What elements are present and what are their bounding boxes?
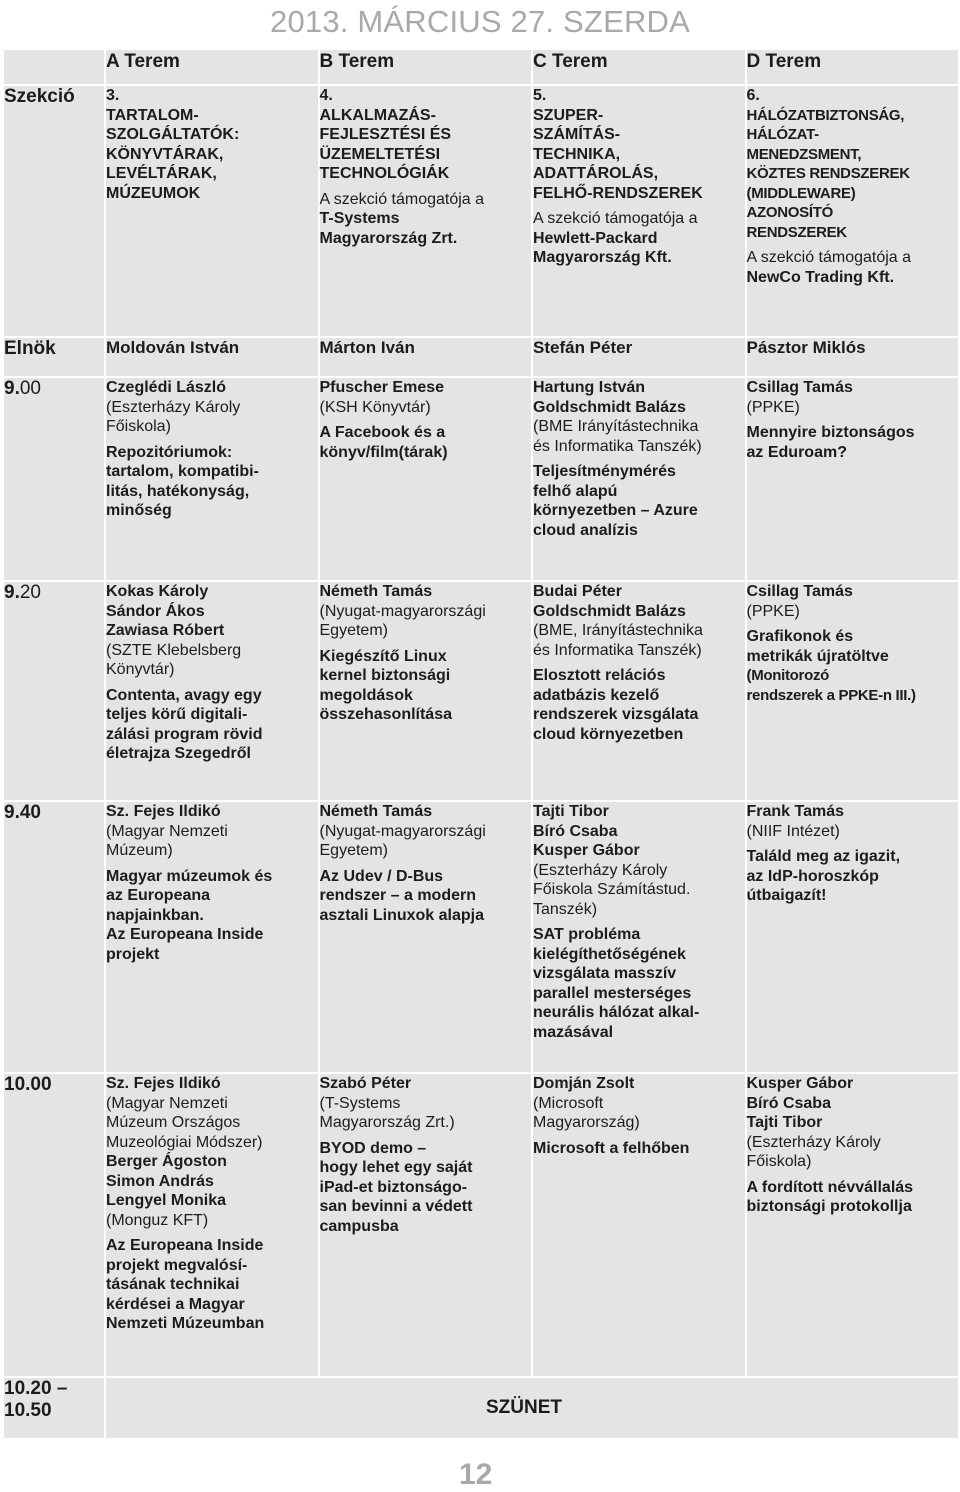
room-a: A Terem [105,49,319,85]
speaker-name: Bíró Csaba [533,822,618,840]
section-title-line: SZUPER- [533,106,604,124]
speaker-affiliation: Múzeum Országos [106,1114,241,1131]
talk-title-line: BYOD demo – [319,1139,427,1157]
speaker-name: Pfuscher Emese [319,379,445,396]
section-a [105,85,319,337]
talk-cell [746,377,960,581]
slot-time [3,581,105,801]
talk-title-line: Teljesítménymérés [533,463,676,480]
speaker-affiliation: (Nyugat-magyarországi [319,602,486,620]
talk-title-line: Microsoft a felhőben [533,1139,690,1157]
speaker-affiliation: (Microsoft [533,1094,604,1112]
slot-row-1000 [3,1073,959,1377]
speaker-affiliation: (PPKE) [746,398,800,416]
speaker-affiliation: Tanszék) [533,900,598,918]
section-title-line: ALKALMAZÁS- [319,106,436,124]
speaker-name: Goldschmidt Balázs [533,398,686,416]
section-title-line: HÁLÓZAT- [746,126,819,143]
talk-title-line: az IdP-horoszkóp [746,867,879,885]
speaker-name: Domján Zsolt [533,1075,635,1092]
section-b [319,85,533,337]
speaker-affiliation: (Magyar Nemzeti [106,822,228,840]
section-title-line: ÜZEMELTETÉSI [319,145,441,163]
speaker-name: Sz. Fejes Ildikó [106,1075,221,1092]
speaker-affiliation: (KSH Könyvtár) [319,398,431,416]
talk-title-line: teljes körű digitali- [106,706,248,723]
speaker-name: Csillag Tamás [746,583,853,600]
slot-row-0920 [3,581,959,801]
talk-title-line: kernel biztonsági [319,667,451,684]
speaker-affiliation: Muzeológiai Módszer) [106,1133,263,1151]
speaker-affiliation: (T-Systems [319,1094,401,1112]
speaker-affiliation: (Nyugat-magyarországi [319,822,486,840]
speaker-name: Goldschmidt Balázs [533,602,686,620]
speaker-affiliation: (Magyar Nemzeti [106,1094,228,1112]
talk-title-line: környezetben – Azure [533,502,698,519]
speaker-name: Frank Tamás [746,803,845,820]
talk-cell [746,581,960,801]
talk-title-line: megoldások [319,686,413,704]
schedule-table [2,48,960,1440]
talk-cell [105,377,319,581]
talk-title-line: parallel mesterséges [533,984,692,1002]
speaker-affiliation: Főiskola) [106,418,171,435]
talk-cell [319,377,533,581]
talk-title-line: Nemzeti Múzeumban [106,1315,265,1332]
talk-title-line: cloud analízis [533,521,638,539]
talk-title-note: (Monitorozó [746,667,830,684]
room-c: C Terem [532,49,746,85]
section-title-line: HÁLÓZATBIZTONSÁG, [746,106,905,124]
talk-cell [532,1073,746,1377]
talk-title-line: zálási program rövid [106,725,263,743]
talk-title-line: adatbázis kezelő [533,686,660,704]
speaker-name: Németh Tamás [319,803,433,820]
speaker-affiliation: (BME Irányítástechnika [533,418,699,435]
speaker-name: Kusper Gábor [533,842,640,859]
speaker-name: Tajti Tibor [746,1114,823,1131]
slot-time-main: 10.00 [4,1074,52,1095]
talk-title-line: Az Udev / D-Bus [319,867,444,885]
talk-title-line: minőség [106,502,172,519]
talk-cell [532,377,746,581]
break-time [3,1377,105,1439]
talk-title-line: rendszerek vizsgálata [533,706,699,723]
speaker-name: Sándor Ákos [106,602,205,620]
talk-title-line: biztonsági protokollja [746,1198,912,1215]
talk-title-line: Mennyire biztonságos [746,424,915,441]
speaker-name: Csillag Tamás [746,379,853,396]
slot-time [3,1073,105,1377]
speaker-affiliation: és Informatika Tanszék) [533,437,702,455]
talk-title-line: Grafikonok és [746,628,854,645]
speaker-affiliation: és Informatika Tanszék) [533,641,702,659]
talk-cell [532,801,746,1073]
talk-title-line: mazásával [533,1023,614,1041]
talk-title-line: Magyar múzeumok és [106,867,273,885]
talk-title-line: Repozitóriumok: [106,443,233,461]
talk-cell [105,801,319,1073]
corner-cell [3,49,105,85]
speaker-name: Budai Péter [533,583,622,600]
talk-title-line: projekt megvalósí- [106,1256,248,1274]
speaker-name: Kusper Gábor [746,1075,854,1092]
section-title-line: KÖZTES RENDSZEREK [746,165,910,182]
section-title-line: ADATTÁROLÁS, [533,165,659,182]
talk-title-line: metrikák újratöltve [746,647,889,665]
talk-cell [746,1073,960,1377]
speaker-name: Berger Ágoston [106,1153,227,1170]
chair-d: Pásztor Miklós [746,337,960,377]
break-row [3,1377,959,1439]
section-title-line: AZONOSÍTÓ [746,204,833,221]
talk-cell [105,581,319,801]
talk-title-line: san bevinni a védett [319,1198,473,1215]
section-label: Szekció [3,85,105,337]
section-number: 6. [746,87,760,104]
talk-title-line: Contenta, avagy egy [106,686,262,704]
break-time-start: 10.20 – [4,1378,68,1399]
chair-c: Stefán Péter [532,337,746,377]
section-number: 4. [319,87,333,104]
section-title-line: RENDSZEREK [746,223,847,241]
section-title-line: LEVÉLTÁRAK, [106,165,217,182]
section-title-line: FELHŐ-RENDSZEREK [533,184,703,202]
talk-title-line: életrajza Szegedről [106,745,251,762]
talk-cell [319,1073,533,1377]
break-label: SZÜNET [486,1397,562,1418]
speaker-affiliation: Könyvtár) [106,661,175,678]
room-b: B Terem [319,49,533,85]
speaker-name: Sz. Fejes Ildikó [106,803,221,820]
section-title-line: TARTALOM- [106,106,199,124]
section-title-line: KÖNYVTÁRAK, [106,145,224,163]
chair-row [3,337,959,377]
section-c [532,85,746,337]
talk-title-line: A Facebook és a [319,424,446,441]
speaker-affiliation: (NIIF Intézet) [746,822,840,840]
speaker-name: Bíró Csaba [746,1094,831,1112]
speaker-affiliation: (Eszterházy Károly [106,398,241,416]
talk-title-line: Az Europeana Inside [106,926,264,943]
chair-b: Márton Iván [319,337,533,377]
section-title-line: TECHNIKA, [533,145,621,163]
room-header-row [3,49,959,85]
talk-title-line: A fordított névvállalás [746,1178,914,1196]
talk-title-line: Találd meg az igazit, [746,848,901,865]
speaker-name: Zawiasa Róbert [106,622,225,639]
talk-title-line: Elosztott relációs [533,667,666,684]
break-cell [105,1377,959,1439]
sponsor-intro: A szekció támogatója a [319,190,485,208]
speaker-affiliation: (Eszterházy Károly [533,861,668,879]
talk-title-line: könyv/film(tárak) [319,443,448,461]
speaker-affiliation: (Eszterházy Károly [746,1133,881,1151]
talk-title-line: útbaigazít! [746,887,827,904]
slot-row-0900 [3,377,959,581]
speaker-name: Hartung István [533,379,646,396]
talk-title-line: napjainkban. [106,906,204,924]
talk-title-line: összehasonlítása [319,706,452,723]
talk-title-line: campusba [319,1217,399,1235]
slot-time-main: 9.40 [4,802,41,823]
speaker-name: Szabó Péter [319,1075,412,1092]
slot-row-0940 [3,801,959,1073]
slot-time [3,801,105,1073]
talk-title-line: asztali Linuxok alapja [319,906,484,924]
speaker-affiliation: (Monguz KFT) [106,1211,209,1229]
talk-cell [319,801,533,1073]
talk-title-line: kérdései a Magyar [106,1295,245,1313]
section-title-line: SZÁMÍTÁS- [533,126,621,143]
section-title-line: (MIDDLEWARE) [746,184,856,202]
speaker-affiliation: (BME, Irányítástechnika [533,622,703,639]
section-title-line: FEJLESZTÉSI ÉS [319,126,452,143]
speaker-name: Kokas Károly [106,583,209,600]
section-number: 5. [533,87,547,104]
chair-label: Elnök [3,337,105,377]
sponsor-name: Hewlett-Packard [533,229,658,247]
sponsor-name: Magyarország Kft. [533,249,672,266]
speaker-name: Czeglédi László [106,379,227,396]
section-d [746,85,960,337]
sponsor-intro: A szekció támogatója a [746,249,912,266]
section-title-line: MENEDZSMENT, [746,145,862,163]
sponsor-name: NewCo Trading Kft. [746,268,895,286]
speaker-affiliation: Főiskola) [746,1153,812,1170]
slot-time-fraction: 20 [19,582,41,603]
section-title-line: TECHNOLÓGIÁK [319,165,450,182]
section-title-line: MÚZEUMOK [106,184,201,202]
talk-title-line: projekt [106,945,160,963]
page-title: 2013. MÁRCIUS 27. SZERDA [270,4,691,39]
talk-title-line: Kiegészítő Linux [319,647,447,665]
room-d: D Terem [746,49,960,85]
talk-title-line: iPad-et biztonságo- [319,1178,468,1196]
talk-title-line: SAT probléma [533,926,641,943]
speaker-affiliation: (PPKE) [746,602,800,620]
talk-title-line: az Eduroam? [746,443,847,461]
talk-cell [319,581,533,801]
talk-title-line: litás, hatékonyság, [106,482,250,500]
slot-time-main: 9. [4,582,20,603]
slot-time-main: 9. [4,378,20,399]
section-row [3,85,959,337]
sponsor-intro: A szekció támogatója a [533,210,698,227]
talk-title-note: rendszerek a PPKE-n III.) [746,686,916,704]
talk-cell [105,1073,319,1377]
speaker-name: Simon András [106,1172,214,1190]
section-number: 3. [106,87,120,104]
speaker-affiliation: Magyarország) [533,1114,640,1131]
speaker-name: Németh Tamás [319,583,433,600]
talk-title-line: rendszer – a modern [319,887,476,904]
slot-time [3,377,105,581]
talk-title-line: neurális hálózat alkal- [533,1004,700,1021]
speaker-affiliation: Magyarország Zrt.) [319,1114,455,1131]
talk-title-line: Az Europeana Inside [106,1237,264,1254]
speaker-affiliation: Múzeum) [106,842,173,859]
speaker-affiliation: Egyetem) [319,842,388,859]
talk-title-line: tásának technikai [106,1276,240,1293]
talk-title-line: cloud környezetben [533,725,684,743]
speaker-affiliation: Főiskola Számítástud. [533,881,691,898]
talk-cell [746,801,960,1073]
slot-time-fraction: 00 [19,378,41,399]
sponsor-name: Magyarország Zrt. [319,229,458,247]
speaker-name: Lengyel Monika [106,1192,227,1209]
talk-title-line: felhő alapú [533,482,618,500]
talk-cell [532,581,746,801]
break-time-end: 10.50 [4,1400,52,1421]
speaker-affiliation: Egyetem) [319,622,388,639]
talk-title-line: hogy lehet egy saját [319,1159,473,1176]
speaker-affiliation: (SZTE Klebelsberg [106,641,242,659]
section-title-line: SZOLGÁLTATÓK: [106,126,240,143]
sponsor-name: T-Systems [319,210,400,227]
speaker-name: Tajti Tibor [533,803,609,820]
page-number: 12 [459,1458,493,1491]
talk-title-line: az Europeana [106,887,211,904]
talk-title-line: tartalom, kompatibi- [106,463,259,480]
talk-title-line: vizsgálata masszív [533,965,677,982]
chair-a: Moldován István [105,337,319,377]
talk-title-line: kielégíthetőségének [533,945,686,963]
